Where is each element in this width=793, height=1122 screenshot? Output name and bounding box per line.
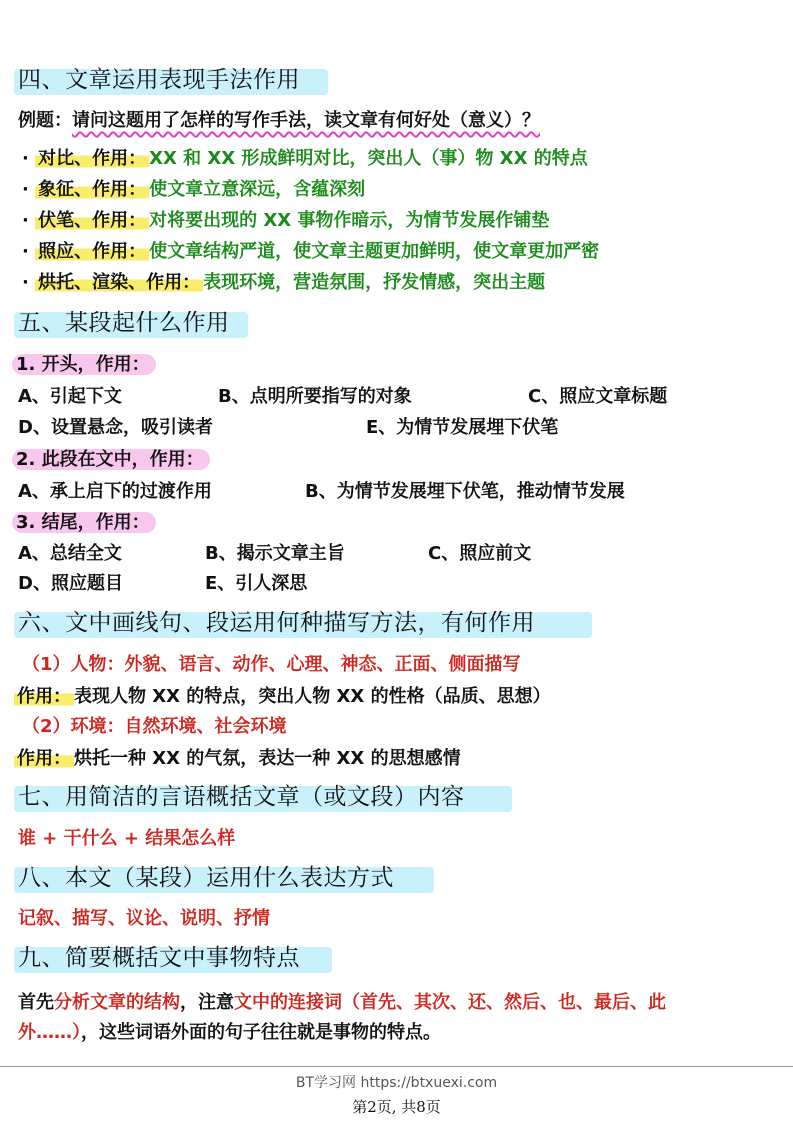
- effect-text: 烘托一种 XX 的气氛，表达一种 XX 的思想感情: [74, 748, 461, 769]
- section-5-title: 五、某段起什么作用: [18, 310, 230, 336]
- technique-text: 使文章立意深远，含蕴深刻: [149, 179, 366, 200]
- technique-label: 象征、作用：: [35, 179, 149, 200]
- option-e: E、引人深思: [205, 573, 308, 594]
- footer-divider: [0, 1066, 793, 1067]
- paragraph-text: ，注意: [180, 992, 234, 1013]
- example-question: [18, 108, 540, 134]
- technique-text: 表现环境，营造氛围，抒发情感，突出主题: [203, 272, 546, 293]
- opening-label: 1. 开头，作用：: [12, 354, 156, 375]
- sub-heading-middle: [12, 447, 210, 473]
- technique-item: · 象征、作用： 使文章立意深远，含蕴深刻: [22, 179, 366, 200]
- technique-text: 使文章结构严道，使文章主题更加鲜明，使文章更加严密: [149, 241, 600, 262]
- technique-label: 伏笔、作用：: [35, 210, 149, 231]
- character-effect: [14, 684, 551, 710]
- summary-formula: 谁 + 干什么 + 结果怎么样: [18, 828, 236, 849]
- paragraph-emphasis: 外……）: [18, 1022, 81, 1043]
- ending-label: 3. 结尾，作用：: [12, 512, 156, 533]
- option-c: C、照应前文: [428, 543, 532, 564]
- effect-label: 作用：: [14, 748, 74, 769]
- footer-site: BT学习网 https://btxuexi.com: [295, 1075, 498, 1091]
- section-8-heading: [14, 861, 394, 895]
- option-b: B、为情节发展埋下伏笔，推动情节发展: [305, 481, 625, 502]
- section-9-title: 九、简要概括文中事物特点: [18, 945, 300, 971]
- technique-item: · 照应、作用： 使文章结构严道，使文章主题更加鲜明，使文章更加严密: [22, 241, 600, 262]
- example-label: 例题：: [18, 110, 72, 131]
- technique-item: · 对比、作用： XX 和 XX 形成鲜明对比，突出人（事）物 XX 的特点: [22, 148, 588, 169]
- section-6-title: 六、文中画线句、段运用何种描写方法，有何作用: [18, 610, 535, 636]
- technique-label: 对比、作用：: [35, 148, 149, 169]
- technique-item: · 烘托、渲染、作用： 表现环境，营造氛围，抒发情感，突出主题: [22, 272, 546, 293]
- section-6-heading: [14, 606, 535, 640]
- option-a: A、总结全文: [18, 543, 122, 564]
- technique-item: · 伏笔、作用： 对将要出现的 XX 事物作暗示，为情节发展作铺垫: [22, 210, 550, 231]
- section-9-heading: [14, 941, 300, 975]
- character-description-types: （1）人物：外貌、语言、动作、心理、神态、正面、侧面描写: [22, 654, 521, 675]
- option-c: C、照应文章标题: [528, 386, 668, 407]
- section-7-title: 七、用简洁的言语概括文章（或文段）内容: [18, 784, 465, 810]
- section-8-title: 八、本文（某段）运用什么表达方式: [18, 865, 394, 891]
- feature-paragraph-line-2: [18, 1020, 441, 1046]
- option-b: B、点明所要指写的对象: [218, 386, 412, 407]
- section-4-title: 四、文章运用表现手法作用: [18, 67, 300, 93]
- expression-modes: 记叙、描写、议论、说明、抒情: [18, 908, 270, 929]
- effect-label: 作用：: [14, 686, 74, 707]
- technique-text: 对将要出现的 XX 事物作暗示，为情节发展作铺垫: [149, 210, 550, 231]
- environment-description-types: （2）环境：自然环境、社会环境: [22, 716, 287, 737]
- paragraph-text: 首先: [18, 992, 54, 1013]
- section-4-heading: [14, 63, 300, 97]
- page-number: 第2页, 共8页: [352, 1098, 441, 1116]
- middle-label: 2. 此段在文中，作用：: [12, 449, 210, 470]
- feature-paragraph-line-1: [18, 990, 666, 1016]
- environment-effect: [14, 746, 461, 772]
- technique-label: 照应、作用：: [35, 241, 149, 262]
- option-a: A、引起下文: [18, 386, 122, 407]
- option-b: B、揭示文章主旨: [205, 543, 345, 564]
- sub-heading-ending: [12, 510, 156, 536]
- paragraph-emphasis: 文中的连接词（首先、其次、还、然后、也、最后、此: [234, 992, 666, 1013]
- option-a: A、承上启下的过渡作用: [18, 481, 212, 502]
- technique-text: XX 和 XX 形成鲜明对比，突出人（事）物 XX 的特点: [149, 148, 588, 169]
- technique-label: 烘托、渲染、作用：: [35, 272, 203, 293]
- section-7-heading: [14, 780, 465, 814]
- example-text: 请问这题用了怎样的写作手法，读文章有何好处（意义）？: [72, 110, 540, 131]
- option-d: D、设置悬念，吸引读者: [18, 417, 213, 438]
- option-e: E、为情节发展埋下伏笔: [366, 417, 559, 438]
- effect-text: 表现人物 XX 的特点，突出人物 XX 的性格（品质、思想）: [74, 686, 551, 707]
- sub-heading-opening: [12, 352, 156, 378]
- option-d: D、照应题目: [18, 573, 123, 594]
- section-5-heading: [14, 306, 230, 340]
- paragraph-emphasis: 分析文章的结构: [54, 992, 180, 1013]
- paragraph-text: ，这些词语外面的句子往往就是事物的特点。: [81, 1022, 441, 1043]
